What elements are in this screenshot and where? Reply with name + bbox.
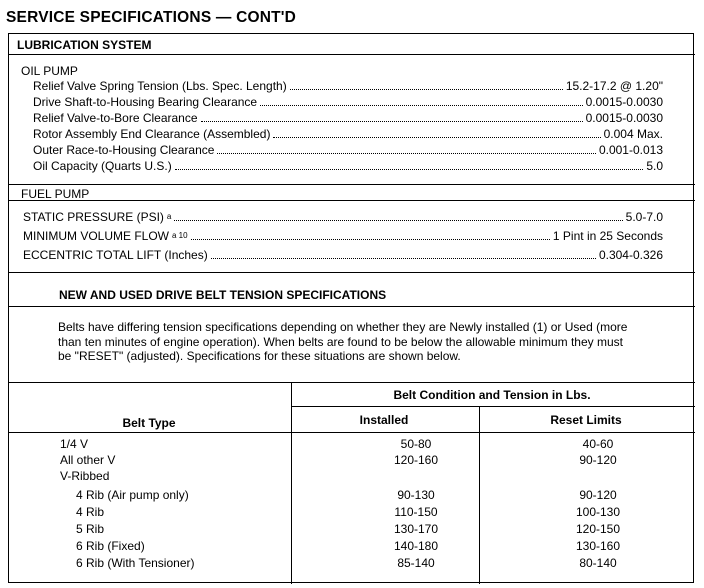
- spec-label: Rotor Assembly End Clearance (Assembled): [33, 127, 271, 141]
- table-row: [8, 522, 694, 536]
- spec-value: 0.004 Max.: [603, 127, 663, 141]
- spec-label: ECCENTRIC TOTAL LIFT (Inches): [23, 248, 208, 262]
- reset-cell: 80-140: [579, 556, 617, 570]
- reset-cell: 130-160: [575, 539, 621, 553]
- belt-section-title: NEW AND USED DRIVE BELT TENSION SPECIFICATIONS: [59, 288, 387, 302]
- belt-table: [8, 33, 694, 583]
- reset-cell: 120-150: [575, 522, 621, 536]
- footnote-marker: a 10: [172, 231, 188, 240]
- installed-cell: 50-80: [400, 437, 432, 451]
- belt-type-cell: V-Ribbed: [60, 469, 110, 483]
- spec-value: 0.001-0.013: [598, 143, 663, 157]
- belt-type-cell: 1/4 V: [60, 437, 89, 451]
- reset-cell: 100-130: [575, 505, 621, 519]
- belt-type-cell: 4 Rib (Air pump only): [76, 488, 189, 502]
- spec-label: Relief Valve-to-Bore Clearance: [33, 111, 198, 125]
- belt-type-cell: 4 Rib: [76, 505, 105, 519]
- belt-description: Belts have differing tension specifications depending on whether they are Newly installed (1) or Used (more than ten minutes of engine operation). When belts are found to be below the allowable minimum they must be "RESET" (adjusted). Specifications for these situations are shown below.: [58, 320, 628, 363]
- spec-label: STATIC PRESSURE (PSI): [23, 210, 164, 224]
- group-header: Belt Condition and Tension in Lbs.: [393, 388, 591, 402]
- spec-label: Oil Capacity (Quarts U.S.): [33, 159, 172, 173]
- spec-label: Drive Shaft-to-Housing Bearing Clearance: [33, 95, 258, 109]
- col-header-installed: Installed: [359, 413, 409, 427]
- belt-type-cell: All other V: [60, 453, 116, 467]
- belt-type-cell: 6 Rib (Fixed): [76, 539, 145, 553]
- table-row: [8, 437, 694, 451]
- fuel-pump-title: FUEL PUMP: [21, 187, 90, 201]
- installed-cell: 130-170: [393, 522, 439, 536]
- table-row: [8, 488, 694, 502]
- reset-cell: 40-60: [582, 437, 614, 451]
- page-heading: SERVICE SPECIFICATIONS — CONT'D: [6, 9, 297, 26]
- spec-label: MINIMUM VOLUME FLOW: [23, 229, 169, 243]
- belt-type-cell: 5 Rib: [76, 522, 105, 536]
- footnote-marker: a: [166, 212, 172, 221]
- spec-value: 0.0015-0.0030: [585, 111, 663, 125]
- spec-label: Outer Race-to-Housing Clearance: [33, 143, 215, 157]
- table-row: [8, 539, 694, 553]
- spec-label: Relief Valve Spring Tension (Lbs. Spec. Length): [33, 79, 287, 93]
- installed-cell: 85-140: [397, 556, 435, 570]
- col-header-reset: Reset Limits: [550, 413, 622, 427]
- reset-cell: 90-120: [579, 488, 617, 502]
- spec-value: 1 Pint in 25 Seconds: [552, 229, 663, 243]
- col-header-belt-type: Belt Type: [122, 416, 176, 430]
- installed-cell: 120-160: [393, 453, 439, 467]
- table-row: [8, 469, 694, 483]
- spec-value: 5.0: [646, 159, 663, 173]
- belt-type-cell: 6 Rib (With Tensioner): [76, 556, 195, 570]
- spec-value: 15.2-17.2 @ 1.20": [565, 79, 663, 93]
- installed-cell: 90-130: [397, 488, 435, 502]
- table-row: [8, 556, 694, 570]
- table-row: [8, 453, 694, 467]
- spec-value: 5.0-7.0: [625, 210, 663, 224]
- oil-pump-title: OIL PUMP: [21, 64, 78, 78]
- spec-value: 0.304-0.326: [598, 248, 663, 262]
- lubrication-section-title: LUBRICATION SYSTEM: [17, 38, 152, 52]
- spec-value: 0.0015-0.0030: [585, 95, 663, 109]
- installed-cell: 140-180: [393, 539, 439, 553]
- installed-cell: 110-150: [394, 505, 438, 519]
- table-row: [8, 505, 694, 519]
- reset-cell: 90-120: [579, 453, 617, 467]
